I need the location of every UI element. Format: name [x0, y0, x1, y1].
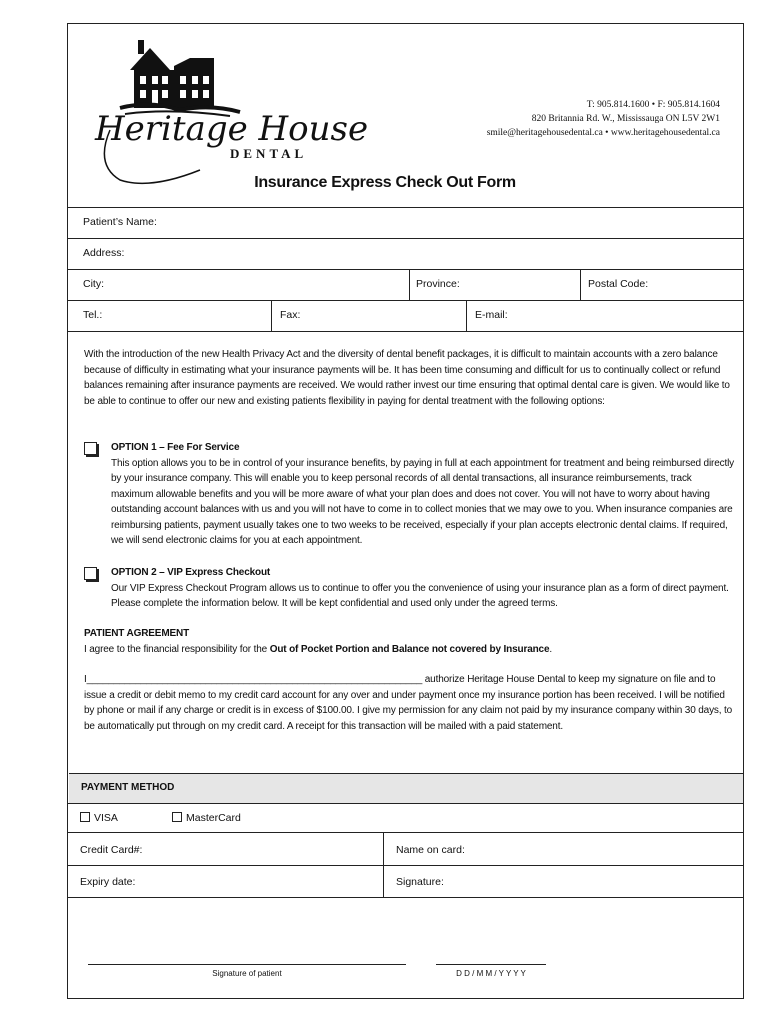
row-patient-name[interactable] [68, 207, 743, 238]
agreement-heading: PATIENT AGREEMENT [84, 628, 190, 639]
option-2-title: OPTION 2 – VIP Express Checkout [111, 567, 271, 578]
label-address: Address: [83, 247, 125, 259]
row-contact [68, 300, 743, 331]
label-fax: Fax: [280, 309, 301, 321]
row-card-type [68, 803, 743, 832]
date-line[interactable] [436, 964, 546, 965]
row-expiry [68, 865, 743, 898]
visa-checkbox[interactable] [80, 812, 90, 822]
patient-signature-caption: Signature of patient [212, 969, 282, 978]
option-1-title: OPTION 1 – Fee For Service [111, 442, 240, 453]
label-postal: Postal Code: [588, 278, 649, 290]
mastercard-checkbox[interactable] [172, 812, 182, 822]
intro-text: With the introduction of the new Health Privacy Act and the diversity of dental benefit packages, it is difficult to maintain accounts with a zero balance because of difficulty in estimating what your insurance payments will be. It has been time consuming and difficult for us to continually collect or refund balances remaining after insurance payments are received. We would rather invest our time ensuring that optimal dental care is given. We would like to be able to continue to offer our new and existing patients flexibility in paying for dental treatment with the following options: [84, 349, 730, 407]
payment-heading: PAYMENT METHOD [81, 782, 175, 793]
option-2-text: Our VIP Express Checkout Program allows us to continue to offer you the convenience of using your insurance plan as a form of direct payment. Please complete the information below. It will be kept confidential and used only under the agreed terms. [111, 582, 729, 609]
patient-signature-line[interactable] [88, 964, 406, 965]
label-email: E-mail: [475, 309, 508, 321]
mastercard-option[interactable]: MasterCard [172, 812, 241, 824]
row-address[interactable] [68, 238, 743, 269]
brand-name: Heritage House [95, 109, 369, 149]
agreement-line: I agree to the financial responsibility for the Out of Pocket Portion and Balance not covered by Insurance. [84, 643, 553, 655]
option-2-checkbox[interactable] [84, 567, 97, 580]
label-expiry: Expiry date: [80, 876, 136, 888]
label-province: Province: [416, 278, 460, 290]
label-card-number: Credit Card#: [80, 844, 143, 856]
label-name-on-card: Name on card: [396, 844, 465, 856]
date-caption: D D / M M / Y Y Y Y [456, 969, 526, 978]
form-title: Insurance Express Check Out Form [254, 174, 516, 191]
brand-sub: DENTAL [230, 146, 308, 161]
divider [68, 331, 743, 332]
contact-address: 820 Britannia Rd. W., Mississauga ON L5V 2W1 [531, 114, 720, 124]
contact-phone: T: 905.814.1600 • F: 905.814.1604 [586, 100, 720, 110]
option-2 [84, 565, 734, 612]
label-patient-name: Patient’s Name: [83, 216, 157, 228]
visa-option[interactable]: VISA [80, 812, 118, 824]
patient-agreement [84, 626, 734, 657]
authorization-text: I______________________________________________________________ authorize Heritage House Dental to keep my signature on file and to issue a credit or debit memo to my credit card account for any over and under payment once my insurance portion has been received. I will be notified by phone or mail if any charge or credit is in excess of $100.00. I give my permission for any claim not paid by my insurance company within 30 days, to be automatically put through on my credit card. A receipt for this transaction will be mailed with a paid statement. [84, 674, 733, 732]
option-1-checkbox[interactable] [84, 442, 97, 455]
label-city: City: [83, 278, 104, 290]
option-1 [84, 440, 734, 549]
row-card-number [68, 832, 743, 865]
heritage-house-logo [90, 30, 390, 190]
payment-method-band [69, 773, 743, 803]
row-city [68, 269, 743, 300]
option-1-text: This option allows you to be in control of your insurance benefits, by paying in full at each appointment for treatment and being reimbursed directly by your insurance company. This will enable you to keep personal records of all dental transactions, all insurance reimbursements, track maximum allowable benefits and you will be more aware of what your plan does and does not cover. You will not have to worry about having outstanding account balances with us and you will not have to come in to collect monies that we may owe to you. When insurance companies are reimbursing patients, payment usually takes one to two weeks to be received, especially if your plan accepts electronic dental claims. If required, we will send electronic claims for you at each appointment. [111, 457, 735, 546]
label-signature: Signature: [396, 876, 444, 888]
contact-web: smile@heritagehousedental.ca • www.heritagehousedental.ca [486, 128, 720, 138]
label-tel: Tel.: [83, 309, 103, 321]
contact-block [487, 98, 720, 140]
